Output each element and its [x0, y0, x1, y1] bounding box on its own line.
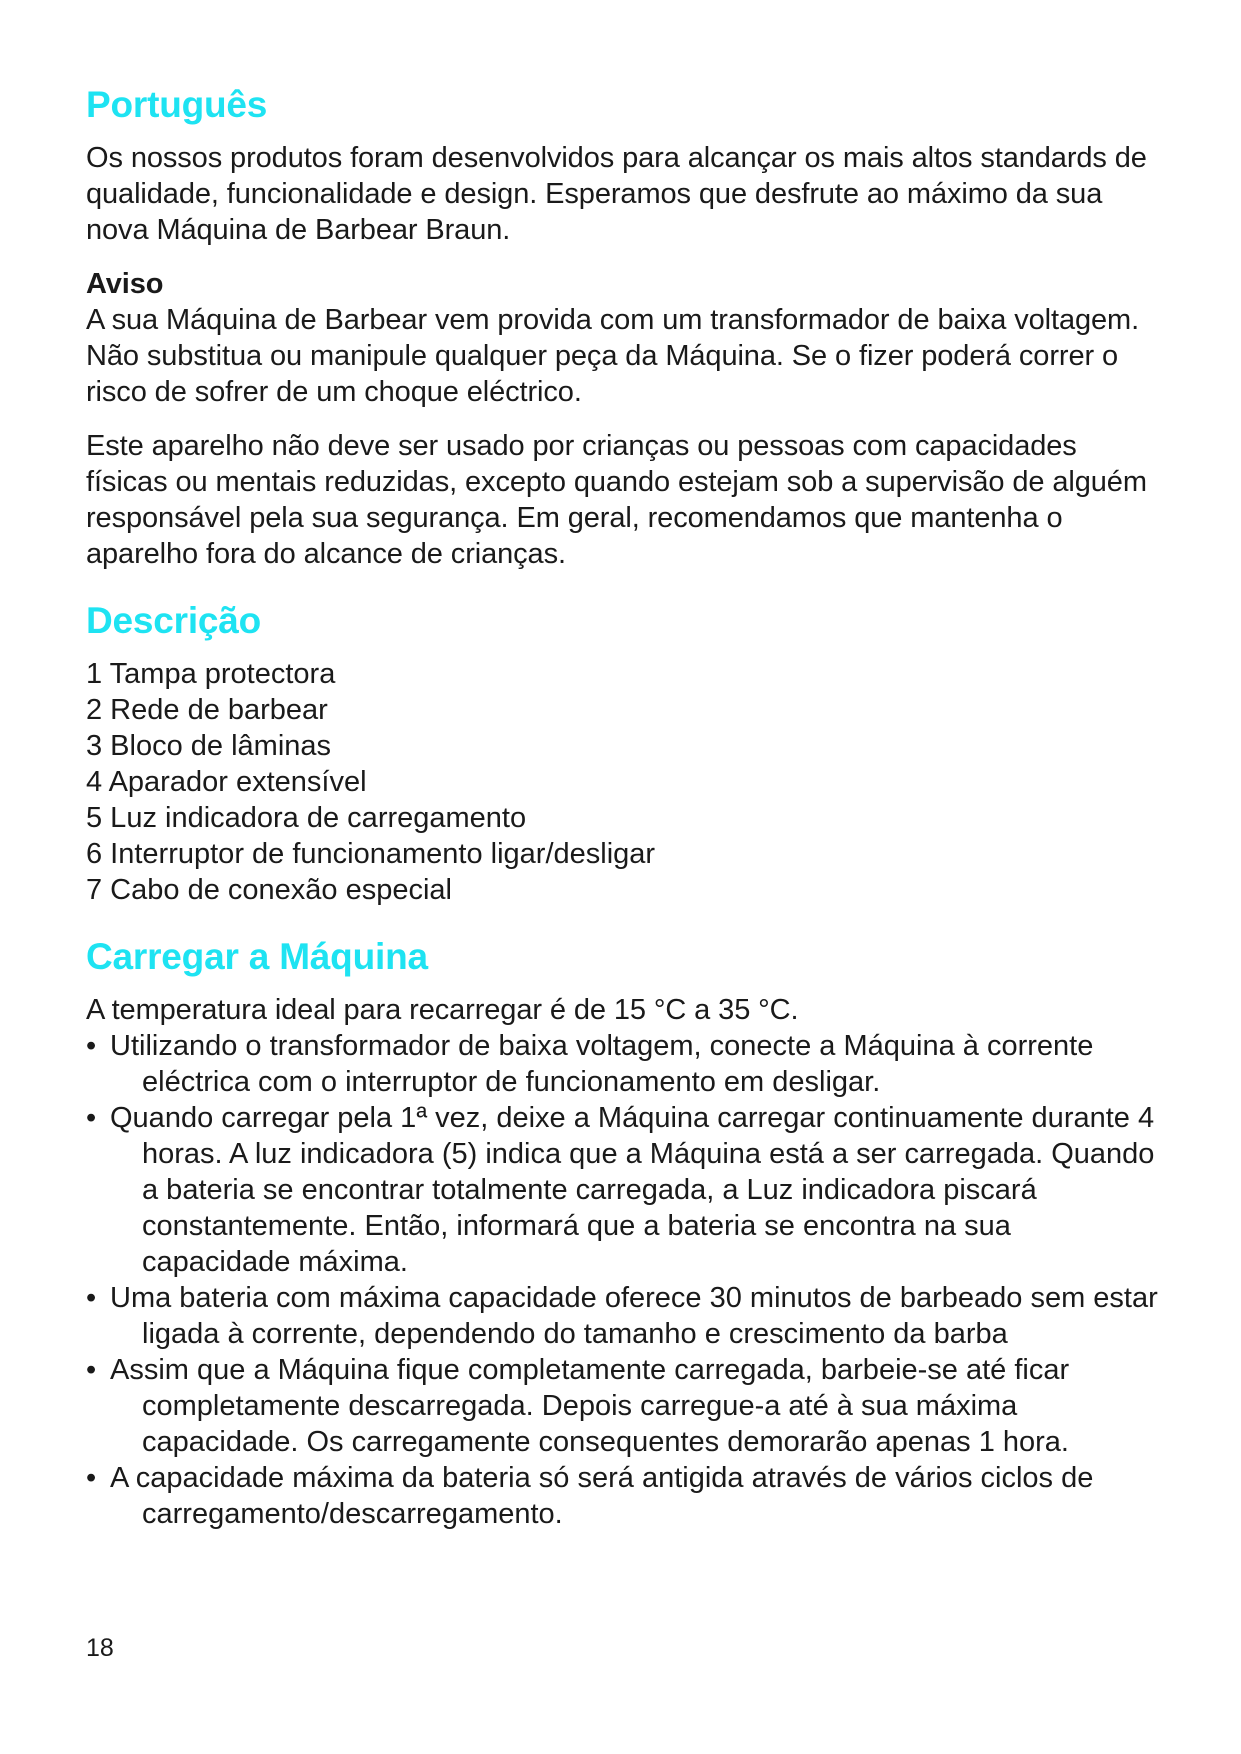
page-number: 18 — [86, 1634, 114, 1662]
bullet-icon: • — [86, 1462, 97, 1494]
section-title-descricao: Descrição — [86, 600, 262, 641]
list-item: 4 Aparador extensível — [86, 766, 367, 798]
charging-instructions-list — [86, 1028, 1166, 1532]
list-item-text: Utilizando o transformador de baixa voltagem, conecte a Máquina à corrente eléctrica com o interruptor de funcionamento em desligar. — [110, 1030, 1094, 1098]
parts-list — [86, 656, 1166, 908]
bullet-icon: • — [86, 1102, 97, 1134]
bullet-icon: • — [86, 1030, 97, 1062]
list-item: 6 Interruptor de funcionamento ligar/desligar — [86, 838, 656, 870]
charging-temperature-text: A temperatura ideal para recarregar é de 15 °C a 35 °C. — [86, 994, 799, 1026]
warning-paragraph: A sua Máquina de Barbear vem provida com um transformador de baixa voltagem. Não substitua ou manipule qualquer peça da Máquina. Se o fizer poderá correr o risco de sofrer de um choque eléctrico. — [86, 304, 1140, 408]
section-carregar — [86, 934, 1166, 1532]
warning-heading: Aviso — [86, 268, 164, 300]
bullet-icon: • — [86, 1354, 97, 1386]
list-item: 1 Tampa protectora — [86, 658, 336, 690]
section-portugues — [86, 82, 1166, 572]
list-item — [86, 1028, 1166, 1100]
bullet-icon: • — [86, 1282, 97, 1314]
list-item — [86, 1352, 1166, 1460]
safety-paragraph: Este aparelho não deve ser usado por crianças ou pessoas com capacidades físicas ou mentais reduzidas, excepto quando estejam sob a supervisão de alguém responsável pela sua segurança. Em geral, recomendamos que mantenha o aparelho fora do alcance de crianças. — [86, 430, 1147, 570]
list-item-text: Assim que a Máquina fique completamente carregada, barbeie-se até ficar completamente descarregada. Depois carregue-a até à sua máxima capacidade. Os carregamente consequentes demorarão apenas 1 hora. — [110, 1354, 1070, 1458]
section-title-portugues: Português — [86, 84, 268, 125]
list-item-text: Quando carregar pela 1ª vez, deixe a Máquina carregar continuamente durante 4 horas. A luz indicadora (5) indica que a Máquina está a ser carregada. Quando a bateria se encontrar totalmente carregada, a Luz indicadora piscará constantemente. Então, informará que a bateria se encontra na sua capacidade máxima. — [110, 1102, 1155, 1278]
list-item: 5 Luz indicadora de carregamento — [86, 802, 527, 834]
intro-paragraph: Os nossos produtos foram desenvolvidos para alcançar os mais altos standards de qualidade, funcionalidade e design. Esperamos que desfrute ao máximo da sua nova Máquina de Barbear Braun. — [86, 142, 1147, 246]
list-item — [86, 1460, 1166, 1532]
list-item — [86, 1100, 1166, 1280]
list-item: 2 Rede de barbear — [86, 694, 328, 726]
manual-page — [86, 82, 1166, 1532]
section-title-carregar: Carregar a Máquina — [86, 936, 428, 977]
list-item: 3 Bloco de lâminas — [86, 730, 332, 762]
list-item-text: A capacidade máxima da bateria só será antigida através de vários ciclos de carregamento/descarregamento. — [110, 1462, 1094, 1530]
list-item — [86, 1280, 1166, 1352]
section-descricao — [86, 598, 1166, 908]
list-item: 7 Cabo de conexão especial — [86, 874, 452, 906]
list-item-text: Uma bateria com máxima capacidade oferece 30 minutos de barbeado sem estar ligada à corrente, dependendo do tamanho e crescimento da barba — [110, 1282, 1158, 1350]
